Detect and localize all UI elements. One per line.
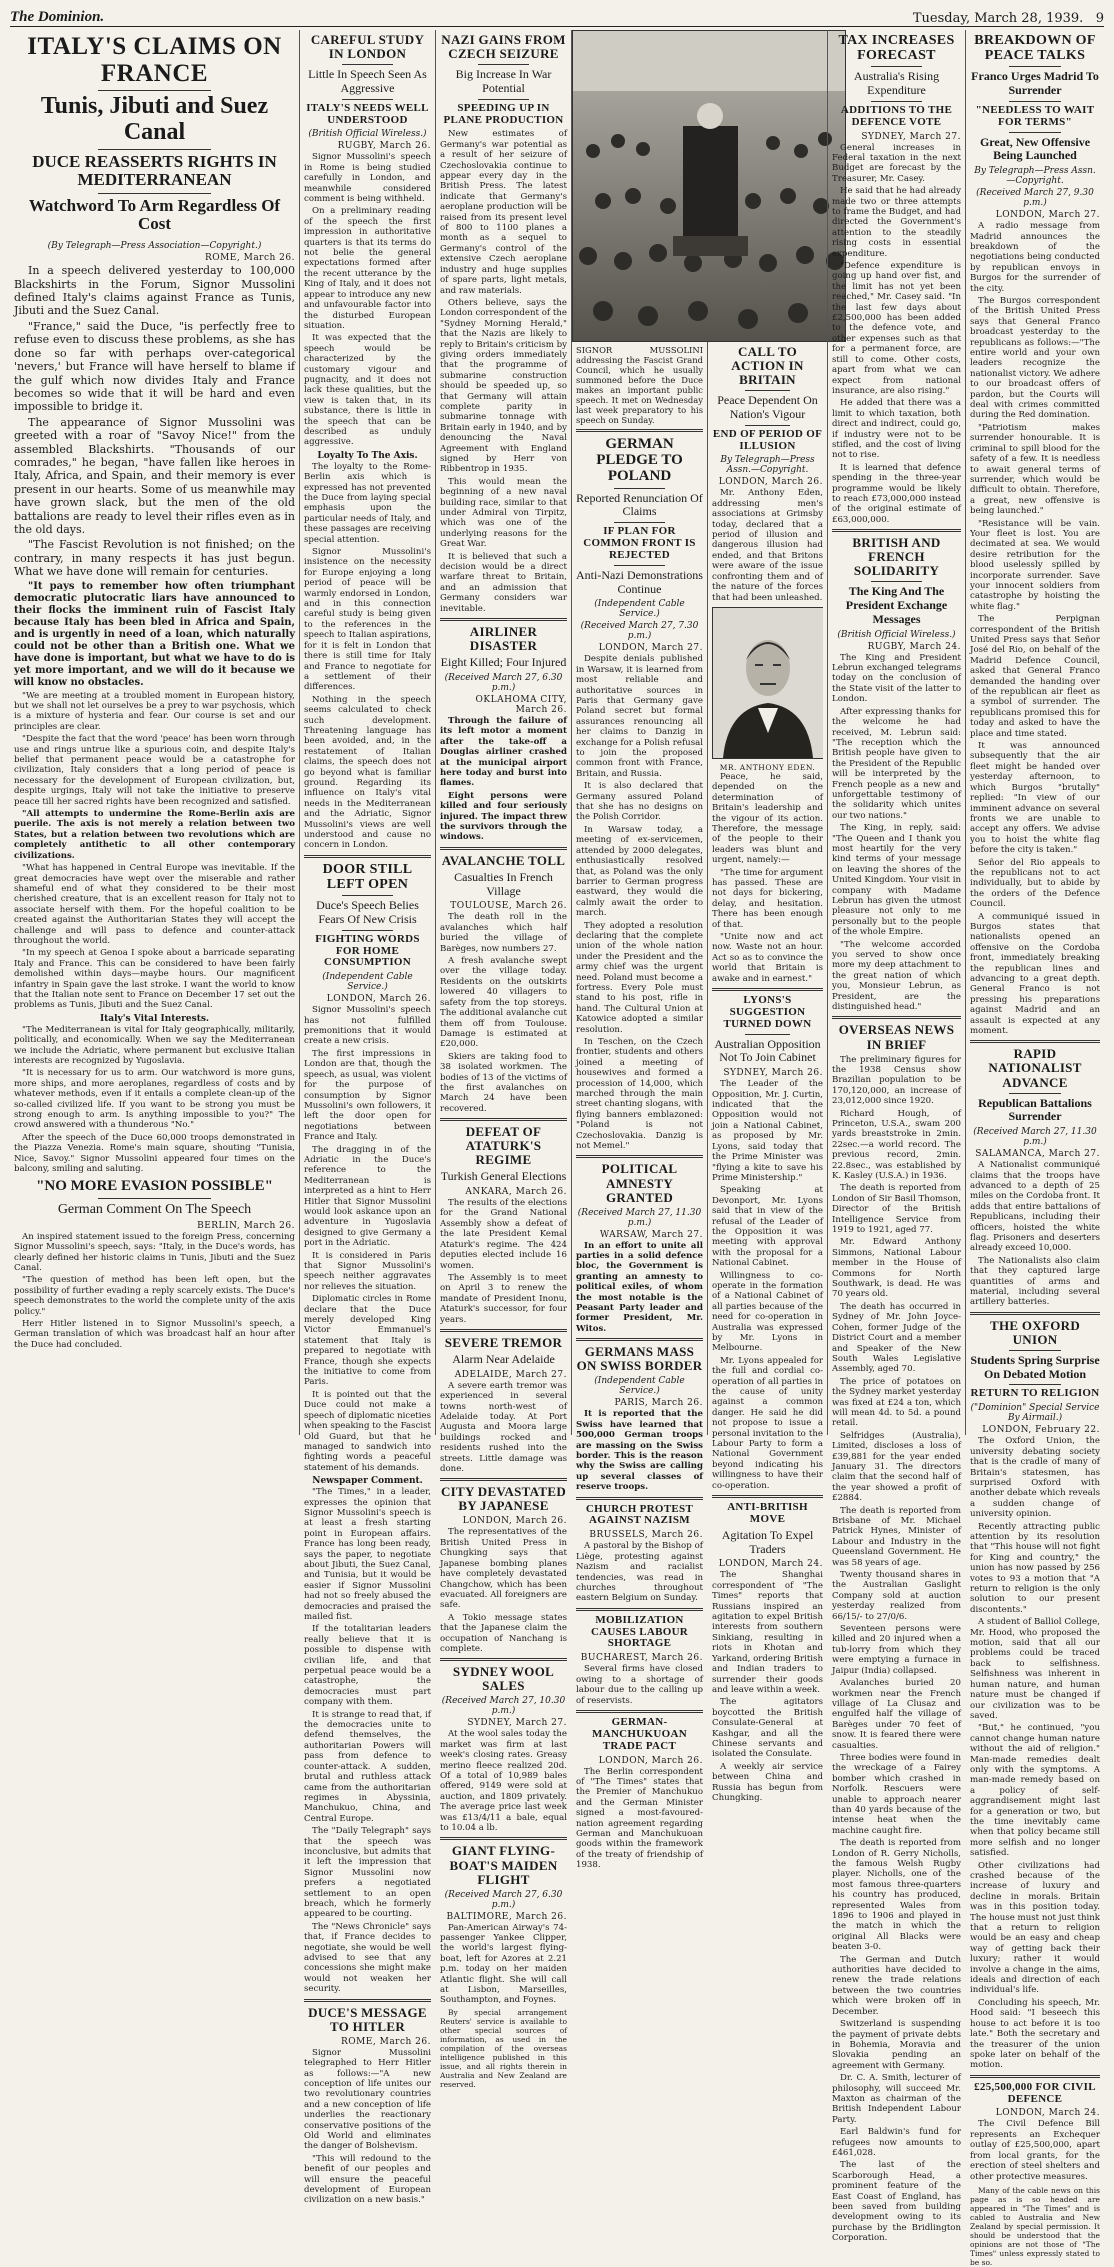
credit: (Received March 27, 6.30 p.m.) [444, 1889, 563, 1910]
paragraph: It is believed that such a decision would be a direct warfare threat to Britain, and an admission that Germany considers war inevitable. [440, 551, 567, 614]
paragraph: Mr. Anthony Eden, addressing men's associations at Grimsby today, declared that a period of illusion and dangerous illusion had ended, and that Britons were aware of the issue confronting them and of the nature of the forces that had been unleashed. [712, 488, 823, 603]
paragraph: A pastoral by the Bishop of Liège, protesting against Nazism and racialist tendencies, was read in churches throughout eastern Belgium on Sunday. [576, 1541, 703, 1604]
article-flying-boat [440, 1844, 567, 2088]
credit: (Independent Cable Service.) [594, 599, 685, 620]
deck: ITALY'S NEEDS WELL UNDERSTOOD [306, 101, 429, 126]
headline: "NO MORE EVASION POSSIBLE" [36, 1178, 273, 1195]
paragraph: Eight persons were killed and four seriously injured. The impact threw the survivors through the windows. [440, 790, 567, 843]
brief-item: Earl Baldwin's fund for refugees now amounts to £461,028. [832, 2127, 961, 2158]
paragraph: "Resistance will be vain. Your fleet is lost. You are decimated at sea. We would desire retribution for the blood uselessly spilled by incorporate surrender. Save your innocent soldiers from catastrophe by hoisting the white flag." [970, 518, 1100, 612]
article-amnesty [576, 1162, 703, 1334]
paragraph: "Defence expenditure is going up hand over fist, and the limit has not yet been reached," Mr. Casey said. "In the last few days about £2,500,000 has been added to the defence vote, and other expenses such as that for a permanent force, are still to come. Other costs, apart from what we can expect from national insurance, are also rising." [832, 261, 961, 396]
headline: SEVERE TREMOR [444, 1334, 563, 1350]
dateline: SYDNEY, March 26. [723, 1068, 823, 1079]
headline: CAREFUL STUDY IN LONDON [310, 32, 425, 62]
headline: DOOR STILL LEFT OPEN [322, 861, 413, 892]
paragraph: He added that there was a limit to which taxation, both direct and indirect, could go, if industry were not to be stifled, and the cost of living not to rise. [832, 398, 961, 461]
headline: BRITISH AND FRENCH SOLIDARITY [852, 535, 941, 579]
dateline: RUGBY, March 24. [867, 641, 961, 652]
paragraph: "Despite the fact that the word 'peace' has been worn through use and rings untrue like a spurious coin, and despite Italy's belief that permanent peace would be a catastrophe for civilization, Italy considers that a long period of peace is necessary for the development of European civilization, but, despite urgings, Italy will not take the initiative to preserve peace till her sacred rights have been recognized and satisfied. [14, 734, 295, 807]
portrait-image [713, 608, 823, 758]
headline: THE OXFORD UNION [989, 1317, 1081, 1347]
paragraph: "Patriotism makes surrender honourable. It is criminal to spill blood for the safety of a few. It is needless to await general terms of surrender, which would be difficult to obtain. Therefore, a great, new offensive is being launched." [970, 422, 1100, 517]
headline: AVALANCHE TOLL [441, 852, 566, 868]
paragraph: A weekly air service between China and Russia has begun from Chungking. [712, 1761, 823, 1803]
brief-item: Selfridges (Australia), Limited, discloses a loss of £39,881 for the year ended January 31. The directors claim that the second half of the year showed a profit of £2884. [832, 1430, 961, 1504]
paragraph: Others believe, says the London correspondent of the "Sydney Morning Herald," that the Nazis are likely to reply to Britain's criticism by giving orders immediately that the programme of submarine construction should be speeded up, so that Germany will attain complete parity in submarine tonnage with Britain early in 1940, and by denouncing the Naval Agreement with England signed by Herr von Ribbentrop in 1935. [440, 297, 568, 475]
deck: Republican Battalions Surrender [978, 1095, 1092, 1124]
deck: German Comment On The Speech [57, 1201, 252, 1217]
deck: Peace Dependent On Nation's Vigour [717, 393, 818, 421]
brief-item: Switzerland is suspending the payment of private debts in Bohemia, Moravia and Slovakia pending an agreement with Germany. [832, 2019, 961, 2071]
paragraph: Señor del Rio appeals to the republicans not to act individually, but to abide by the orders of the Defence Council. [970, 857, 1100, 910]
dateline: LONDON, March 26. [462, 1516, 567, 1527]
paragraph: It was expected that the speech would be characterized by the customary vigour and pugnacity, and it does not lack these qualities, but the view is taken that, in its substance, there is little in the speech that can be described as unduly aggressive. [304, 333, 431, 448]
paragraph: A Tokio message states that the Japanese claim the occupation of Nanchang is complete. [440, 1612, 567, 1654]
dateline: LONDON, March 24. [718, 1559, 823, 1570]
paragraph: The Burgos correspondent of the British United Press says that General Franco broadcast yesterday to the republicans as follows:—"The entire world and your own leaders recognize the nationalist victory. We adhere to our broadcast offers of pardon, but the Courts will deal with crimes committed during the Red domination. [970, 296, 1100, 421]
paragraph: "The Mediterranean is vital for Italy geographically, militarily, politically, and economically. When we say the Mediterranean we include the Adriatic, where permanent but exclusive Italian interests are recognized by Yugoslavia. [14, 1024, 295, 1066]
credit: ("Dominion" Special Service By Airmail.) [970, 1403, 1100, 1424]
headline: NAZI GAINS FROM CZECH SEIZURE [441, 32, 566, 62]
paragraph: Skiers are taking food to 38 isolated workmen. The bodies of 13 of the victims of the first avalanches on March 24 have been recovered. [440, 1051, 567, 1114]
credit: (British Official Wireless.) [837, 629, 956, 640]
paragraph: The death roll in the avalanches which half buried the village of Barèges, now numbers 27. [440, 912, 567, 954]
headline: RAPID NATIONALIST ADVANCE [988, 1046, 1082, 1090]
credit: By Telegraph—Press Assn.—Copyright. [720, 455, 815, 476]
brief-item: Three bodies were found in the wreckage of a Fairey bomber which crashed in Norfolk. Rescuers were unable to approach nearer than 40 yards because of the intense heat when the machine caught fire. [832, 1752, 961, 1836]
credit: (Received March 27, 6.30 p.m.) [444, 672, 563, 693]
paragraph: In an effort to unite all parties in a solid defence bloc, the Government is granting an amnesty to political exiles, of whom the most notable is the Peasant Party leader and former President, Mr. Witos. [576, 1240, 703, 1334]
headline: CALL TO ACTION IN BRITAIN [731, 344, 804, 388]
headline: £25,500,000 FOR CIVIL DEFENCE [974, 2080, 1096, 2105]
paragraph: He said that he had already made two or three attempts to frame the Budget, and had directed the Government's attention to the steadily rising costs in essential expenditure. [832, 186, 961, 259]
paragraph: Signor Mussolini telegraphed to Herr Hitler as follows:—"A new conception of life unites our two revolutionary countries and a new conception of life underlies the reactionary conservative positions of the Old World and eliminates the danger of Bolshevism. [304, 2047, 431, 2152]
paragraph: "But," he continued, "you cannot change human nature without the aid of religion." Man-made remedies dealt only with the symptoms. A man-made remedy based on a policy of self-aggrandisement might last for a generation or two, but the time inevitably came when that policy became still more selfish and no longer satisfied. [970, 1723, 1100, 1859]
paragraph: The Perpignan correspondent of the British United Press says that Señor José del Rio, on behalf of the Madrid Defence Council, asked that General Franco demanded the handing over of the republican air fleet as a symbol of surrender. The republicans promised this for today and asked to have the place and time stated. [970, 614, 1100, 739]
article-mobilization [576, 1615, 703, 1706]
paragraph: In Warsaw today, a meeting of ex-servicemen, attended by 2000 delegates, enthusiastically resolved that, as Poland was the only barrier to German progress eastward, they would die calmly await the order to march. [576, 824, 703, 919]
article-careful-study [304, 33, 431, 851]
paragraph: "This will redound to the benefit of our peoples and will ensure the peaceful development of European civilization on a new basis." [304, 2153, 431, 2206]
paragraph: This would mean the beginning of a new naval building race, similar to that under Admiral von Tirpitz, which was one of the underlying reasons for the Great War. [440, 476, 567, 550]
paragraph: "All attempts to undermine the Rome-Berlin axis are puerile. The axis is not merely a relation between two States, but a relation between two revolutions which are completely antithetic to all other contemporary civilizations. [14, 809, 295, 861]
paragraph: The Nationalists also claim that they captured large quantities of arms and material, including several artillery batteries. [970, 1255, 1100, 1308]
paragraph: It is pointed out that the Duce could not make a speech of diplomatic niceties when speaking to the Fascist Old Guard, but that he managed to sandwich into fighting words a peaceful statement of his demands. [304, 1389, 431, 1473]
column-4 [572, 30, 708, 1871]
paragraph: "The Fascist Revolution is not finished; on the contrary, in many respects it has just begun. What we have done will remain for centuries. [14, 538, 295, 579]
issue-date: Tuesday, March 28, 1939. [912, 11, 1084, 26]
column-6 [828, 30, 966, 2244]
dateline: LONDON, March 26. [598, 1755, 703, 1766]
dateline: SYDNEY, March 27. [467, 1718, 567, 1729]
paragraph: A severe earth tremor was experienced in several towns north-west of Adelaide today. At Port Augusta and Moora large buildings rocked and residents rushed into the streets. Little damage was done. [440, 1380, 567, 1475]
paragraph: Other civilizations had crashed because of the increase of luxury and decline in morals. Britain was in this position today. The house must not just think that a return to religion would be an easy and cheap way of getting back their luxury; rather it would involve a change in the aims, ideals and direction of each individual's life. [970, 1860, 1101, 1996]
masthead [10, 4, 1104, 27]
paragraph: A Nationalist communiqué claims that the troops have advanced to a depth of 25 miles on the Cordoba front. It adds that entire battalions of Republicans, including their officers, hoisted the white flag. Prisoners and deserters already exceed 10,000. [970, 1160, 1100, 1254]
brief-item: Twenty thousand shares in the Australian Gaslight Company sold at auction yesterday realized from 66/15/- to 27/0/6. [832, 1570, 961, 1622]
paragraph: A communiqué issued in Burgos states that nationalists opened an offensive on the Cordoba front, immediately breaking the republican lines and advancing to a great depth. General Franco is not pressing his preparations against Madrid and an assault is expected at any moment. [970, 911, 1100, 1037]
subhead: Italy's Vital Interests. [99, 1013, 210, 1024]
paragraph: The appearance of Signor Mussolini was greeted with a roar of "Savoy Nice!" from the assembled Blackshirts. "Thousands of our comrades," he began, "have fallen like heroes in Italy, Africa, and Spain, and their memory is ever present in our hearts. Some of us meanwhile may have grown slack, but the men of the old battalions are ready to level their rifles even as in the old days. [14, 415, 295, 536]
deck: Casualties In French Village [454, 869, 553, 898]
article-solidarity [832, 536, 961, 1012]
credit: (Received March 27, 11.30 p.m.) [973, 1127, 1097, 1148]
deck: Reported Renunciation Of Claims [576, 490, 703, 519]
paragraph: In Teschen, on the Czech frontier, students and others joined a meeting of housewives and formed a procession of 14,000, which marched through the main street chanting slogans, with flying banners emblazoned: "Poland is not Czechoslovakia. Danzig is not Memel." [576, 1037, 703, 1152]
article-city-devastated [440, 1485, 567, 1654]
article-overseas-brief [832, 1023, 961, 2243]
dateline: SYDNEY, March 27. [861, 131, 961, 142]
dateline: LONDON, March 27. [995, 210, 1100, 221]
brief-item: The last of the Scarborough Head, a prominent feature of the East Coast of England, has been saved from building development owing to its purchase by the Bridlington Corporation. [832, 2160, 961, 2244]
photo-anthony-eden [712, 607, 823, 759]
deck: END OF PERIOD OF ILLUSION [712, 427, 823, 452]
headline: TAX INCREASES FORECAST [838, 33, 955, 64]
footnote: Many of the cable news on this page as is so headed are appeared in "The Times" and is cabled to Australia and New Zealand by special permission. It should be understood that the opinions are not those of "The Times" unless expressly stated to be so. [970, 2185, 1100, 2267]
subhead: Loyalty To The Axis. [317, 450, 418, 461]
deck: Watchword To Arm Regardless Of Cost [28, 195, 281, 233]
article-anti-british [712, 1502, 823, 1803]
paragraph: After the speech of the Duce 60,000 troops demonstrated in the Piazza Venezia. Rome's main square, shouting "Tunisia, Nice, Savoy." Signor Mussolini appeared four times on the balcony, smiling and saluting. [14, 1132, 295, 1175]
brief-item: The death has occurred in Sydney of Mr. John Joyce-Cohen, former Judge of the District Court and a member and Speaker of the New South Wales Legislative Assembly, aged 70. [832, 1301, 961, 1375]
paragraph: "The Times," in a leader, expresses the opinion that Signor Mussolini's speech is at least a fresh starting point in European affairs. France has long been ready, says the paper, to negotiate about Jibuti, the Suez Canal, and Tunisia, but it would be easier if Signor Mussolini had not so freely abused the democracies and praised the mailed fist. [304, 1487, 431, 1622]
deck: Students Spring Surprise On Debated Motion [970, 1352, 1100, 1381]
brief-item: The death is reported from Brisbane of Mr. Michael Patrick Hynes, Minister of Labour and Industry in the Queensland Government. He was 58 years of age. [832, 1505, 961, 1568]
paragraph: "The welcome accorded you served to show once more my deep attachment to the great nation of which you, Monsieur Lebrun, as President, are the distinguished head." [832, 939, 961, 1013]
paragraph: Mr. Lyons appealed for the full and cordial co-operation of all parties in the cause of unity against a common danger. He said he did not propose to issue a personal invitation to the Labour Party to form a National Government beyond indicating his willingness to have their co-operation. [712, 1355, 823, 1491]
paragraph: The results of the elections for the Grand National Assembly show a defeat of the late President Kemal Ataturk's regime. The 424 deputies elected include 16 women. [440, 1198, 567, 1271]
article-italy-claims [14, 33, 295, 1174]
brief-item: The price of potatoes on the Sydney market yesterday was fixed at £24 a ton, which will mean 4d. to 5d. a pound retail. [832, 1376, 961, 1429]
paragraph: The "News Chronicle" says that, if France decides to negotiate, she would be well advised to see that any concessions she might make would not weaken her security. [304, 1921, 431, 1995]
article-duce-message [304, 2006, 431, 2206]
paragraph: The "Daily Telegraph" says that the speech was inconclusive, but admits that it left the impression that Signor Mussolini now prefers a negotiated settlement to an open breach, which he formerly appeared to be courting. [304, 1826, 431, 1920]
paragraph: Diplomatic circles in Rome declare that the Duce merely developed King Victor Emmanuel's statement that Italy is prepared to negotiate with France, though she expects the initiative to come from Paris. [304, 1294, 431, 1388]
article-ataturk [440, 1125, 567, 1325]
deck: Big Increase In War Potential [455, 67, 552, 95]
headline: MOBILIZATION CAUSES LABOUR SHORTAGE [590, 1613, 689, 1650]
brief-item: The death is reported from London of Sir Basil Thomson, Director of the British Intelligence Service from 1919 to 1921, aged 77. [832, 1183, 961, 1236]
credit: (Independent Cable Service.) [594, 1376, 685, 1397]
article-tax-increases [832, 33, 961, 525]
dateline: OKLAHOMA CITY, March 26. [475, 694, 567, 715]
deck: Agitation To Expel Traders [721, 1527, 814, 1556]
credit: (By Telegraph—Press Association—Copyright.) [47, 241, 262, 252]
paragraph: General increases in Federal taxation in the next Budget are forecast by the Treasurer, Mr. Casey. [832, 142, 961, 184]
paragraph: Herr Hitler listened in to Signor Mussolini's speech, a German translation of which was broadcast half an hour after the Duce had concluded. [14, 1319, 295, 1350]
headline: LYONS'S SUGGESTION TURNED DOWN [723, 994, 812, 1030]
paragraph: "The question of method has been left open, but the possibility of further evading a reply scarcely exists. The Duce's speech demonstrates to the world the complete unity of the axis policy." [14, 1275, 295, 1317]
headline: GERMAN-MANCHUKUOAN TRADE PACT [592, 1715, 687, 1752]
dateline: ADELAIDE, March 27. [454, 1369, 567, 1380]
paragraph: "In my speech at Genoa I spoke about a barricade separating Italy and France. This can be considered to have been fairly demolished within days—maybe hours. Our magnificent infantry in Spain gave the last stroke. I want the world to know that the Italian note sent to France on December 17 set out the problems as Tunis, Jibuti and the Suez Canal. [14, 948, 295, 1011]
paragraph: Nothing in the speech seems calculated to check such development. Threatening language has been avoided, and, in the restatement of Italian claims, the speech does not go beyond what is familiar ground. Regarding its influence on Italy's vital needs in the Mediterranean and the Adriatic, Signor Mussolini's views are well understood and cause no concern in London. [304, 694, 431, 851]
paragraph: Speaking at Devonport, Mr. Lyons said that in view of the refusal of the Leader of the Opposition it was meeting with approval with the proposal for a National Cabinet. [712, 1185, 823, 1269]
deck: Franco Urges Madrid To Surrender [971, 69, 1099, 98]
deck: Great, New Offensive Being Launched [979, 134, 1091, 163]
paragraph: Peace, he said, depended on the determination of Britain's leadership and the vigour of its action. Therefore, the message of the people to their leaders was blunt and urgent, namely:— [712, 771, 823, 866]
paragraph: It is learned that defence spending in the three-year programme would be likely to reach £73,000,000 instead of the original estimate of £63,000,000. [832, 462, 961, 525]
credit: (Received March 27, 10.30 p.m.) [441, 1696, 566, 1717]
dateline: BALTIMORE, March 26. [446, 1911, 567, 1922]
article-tremor [440, 1336, 567, 1474]
deck: Tunis, Jibuti and Suez Canal [40, 93, 269, 145]
paragraph: On a preliminary reading of the speech the first impression in authoritative quarters is that its terms do not belie the general expectations formed after the recent utterance by the King of Italy, and it does not appear to introduce any new and unfavourable factor into the disturbed European situation. [304, 206, 431, 331]
paragraph: The representatives of the British United Press in Chungking says that Japanese bombing planes have completely devastated Changchow, which has been evacuated. All foreigners are safe. [440, 1527, 567, 1611]
paragraph: Recently attracting public attention by its resolution that "This house will not fight for King and country," the union has now passed by 256 votes to 93 a motion that "A return to religion is the only solution to our present discontents." [970, 1521, 1100, 1615]
deck: Little In Speech Seen As Aggressive [308, 67, 427, 95]
article-call-to-action [712, 345, 823, 984]
article-church-protest [576, 1504, 703, 1604]
dateline: BERLIN, March 26. [197, 1220, 295, 1231]
paragraph: Willingness to co-operate in the formation of a National Cabinet of all parties because of the need for co-operation in Australia was expressed by Mr. Lyons in Melbourne. [712, 1270, 823, 1354]
credit: (Independent Cable Service.) [322, 972, 413, 993]
paragraph: An inspired statement issued to the foreign Press, concerning Signor Mussolini's speech, says: "Italy, in the Duce's words, has clearly defined her historic claims in Tunis, Jibuti and the Suez Canal. [14, 1231, 295, 1273]
dateline: LONDON, February 22. [982, 1425, 1100, 1436]
brief-item: The German and Dutch authorities have decided to renew the trade relations between the two countries which were broken off in December. [832, 1954, 961, 2017]
column-1 [10, 30, 300, 1435]
paragraph: "We are meeting at a troubled moment in European history, but we shall not let ourselves be a prey to war psychosis, which is a mixture of hysteria and fear. Our course is set and our principles are clear. [14, 690, 295, 732]
paragraph: Pan-American Airway's 74-passenger Yankee Clipper, the world's largest flying-boat, left for Azores at 2.21 p.m. today on her maiden Atlantic flight. She will call at Lisbon, Marseilles, Southampton, and Foynes. [440, 1922, 567, 2006]
article-german-pledge [576, 436, 703, 1151]
paragraph: "It pays to remember how often triumphant democratic plutocratic liars have announced to their flocks the imminent ruin of Fascist Italy because Italy has been bled in Africa and Spain, and is urgently in need of a loan, which naturally could not be other than a British one. What we have done is important, but what we have to do is yet more important, and we will do it because we will know no obstacles. [14, 580, 295, 688]
deck: IF PLAN FOR COMMON FRONT IS REJECTED [583, 525, 696, 561]
headline: SYDNEY WOOL SALES [452, 1664, 555, 1694]
article-no-more-evasion [14, 1178, 295, 1350]
brief-item: Dr. C. A. Smith, lecturer of philosophy, will succeed Mr. Maxton as chairman of the British Independent Labour Party. [832, 2073, 961, 2125]
deck: "NEEDLESS TO WAIT FOR TERMS" [975, 103, 1095, 128]
headline: CITY DEVASTATED BY JAPANESE [440, 1484, 567, 1514]
paragraph: "France," said the Duce, "is perfectly free to refuse even to discuss these problems, as she has done so far with perhaps over-categorical 'nevers,' but France will have herself to blame if the gulf which now divides Italy and France becomes so wide that it will be hard and even impossible to bridge it. [14, 319, 295, 414]
headline: BREAKDOWN OF PEACE TALKS [974, 33, 1096, 64]
paragraph: The King and President Lebrun exchanged telegrams today on the conclusion of the State visit of the latter to London. [832, 652, 961, 705]
dateline: LONDON, March 26. [326, 994, 431, 1005]
headline: POLITICAL AMNESTY GRANTED [601, 1161, 678, 1205]
paragraph: The Shanghai correspondent of "The Times" reports that Russians inspired an agitation to expel British interests from southern Sinkiang, resulting in riots in Khotan and Yarkand, ordering British and Indian traders to surrender their goods and leave within a week. [712, 1570, 823, 1695]
dateline: WARSAW, March 27. [599, 1229, 703, 1240]
deck: Australian Opposition Not To Join Cabinet [714, 1036, 821, 1065]
paragraph: In a speech delivered yesterday to 100,000 Blackshirts in the Forum, Signor Mussolini defined Italy's claims against France as Tunis, Jibuti and the Suez Canal. [14, 264, 295, 318]
article-nationalist-advance [970, 1047, 1100, 1307]
headline: DUCE'S MESSAGE TO HITLER [308, 2004, 427, 2034]
paragraph: A fresh avalanche swept over the village today. Residents on the outskirts lowered 40 villagers to safety from the top storeys. The additional avalanche cut them off from Toulouse. Damage is estimated at £20,000. [440, 956, 567, 1050]
credit: By Telegraph—Press Assn.—Copyright. [974, 166, 1096, 187]
page-number: 9 [1095, 11, 1104, 26]
headline: DEFEAT OF ATATURK'S REGIME [465, 1124, 542, 1168]
paragraph: After expressing thanks for the welcome he had received, M. Lebrun said: "The reception which the British people have given to the President of the Republic will be interpreted by the French people as a new and unforgettable testimony of the solidarity which unites our two nations." [832, 706, 961, 821]
dateline: ROME, March 26. [204, 253, 295, 264]
article-airliner [440, 625, 567, 843]
brief-item: Seventeen persons were killed and 20 injured when a tub-lorry from which they were emptying a furnace in Jaipur (India) collapsed. [832, 1624, 961, 1676]
paragraph: "Unite now and act now. Waste not an hour. Act so as to convince the world that Britain is awake and in earnest." [712, 932, 823, 984]
credit: (Received March 27, 7.30 p.m.) [580, 621, 699, 642]
paragraph: Through the failure of its left motor a moment after the take-off a Douglas airliner crashed at the municipal airport here today and burst into flames. [440, 715, 567, 789]
paragraph: "It is necessary for us to arm. Our watchword is more guns, more ships, and more aeroplanes, regardless of costs and by whatever methods, even if it entails a complete clean-up of the so-called civilized life. If you want to be strong you must be strong enough to arm. Is anything impossible to you?" The crowd answered with a thunderous "No." [14, 1068, 295, 1131]
column-2 [300, 30, 436, 2206]
headline: ANTI-BRITISH MOVE [727, 1501, 808, 1525]
dateline: RUGBY, March 26. [337, 141, 431, 152]
paragraph: The loyalty to the Rome-Berlin axis which is expressed has not prevented the Duce from laying special emphasis upon the particular needs of Italy, and these passages are receiving special attention. [304, 461, 431, 545]
paragraph: By special arrangement Reuters' service is available to other special sources of information, as used in the compilation of the overseas intelligence published in this issue, and all rights therein in Australia and New Zealand are reserved. [440, 2007, 567, 2089]
paragraph: If the totalitarian leaders really believe that it is possible to dispense with civilian life, and that perpetual peace would be a catastrophe, the democracies must part company with them. [304, 1624, 431, 1708]
headline: OVERSEAS NEWS IN BRIEF [838, 1022, 955, 1052]
deck: Eight Killed; Four Injured [440, 655, 567, 670]
headline: ITALY'S CLAIMS ON FRANCE [27, 33, 282, 87]
deck: ADDITIONS TO THE DEFENCE VOTE [840, 103, 953, 128]
deck: Australia's Rising Expenditure [853, 69, 940, 98]
deck: RETURN TO RELIGION [970, 1387, 1100, 1400]
article-peace-talks [970, 33, 1100, 1036]
brief-item: The death is reported from London of R. Gerry Nicholls, the famous Welsh Rugby player. Nicholls, one of the most famous three-quarters his country has produced, represented Wales from 1896 to 1906 and played in the match in which the original All Blacks were beaten 3-0. [832, 1838, 961, 1953]
paragraph: They adopted a resolution declaring that the complete union of the whole nation under the President and the army chief was the urgent need. Poland must become a fortress. Every Pole must stand to his post, rifle in hand. The Cultural Union at Katowice adopted a similar resolution. [576, 920, 703, 1035]
paragraph: Several firms have closed owing to a shortage of labour due to the calling up of reservists. [576, 1664, 703, 1706]
paragraph: Signor Mussolini's speech has not fulfilled premonitions that it would create a new crisis. [304, 1005, 431, 1047]
column-5 [708, 30, 828, 1803]
dateline: PARIS, March 26. [614, 1398, 703, 1409]
dateline: LONDON, March 26. [718, 477, 823, 488]
article-nazi-gains [440, 33, 567, 614]
brief-item: Richard Hough, of Princeton, U.S.A., swam 200 yards breaststroke in 2min. 22sec.—a world record. The previous record, 2min. 22.8sec., was established by K. Kasley (U.S.A.) in 1936. [832, 1108, 961, 1182]
article-trade-pact [576, 1717, 703, 1871]
dateline: ROME, March 26. [340, 2036, 431, 2047]
paragraph: The first impressions in London are that, though the speech, as usual, was violent for the purpose of consumption by Signor Mussolini's own followers, it left the door open for negotiations between France and Italy. [304, 1048, 431, 1143]
credit: (Received March 27, 9.30 p.m.) [976, 188, 1094, 209]
brief-item: Avalanches buried 20 workmen near the French village of La Clusaz and engulfed half the village of Barèges under 70 feet of snow. It is feared there were casualties. [832, 1678, 961, 1751]
deck: Alarm Near Adelaide [452, 1351, 555, 1366]
dateline: BUCHAREST, March 26. [580, 1653, 703, 1664]
article-wool-sales [440, 1665, 567, 1833]
paragraph: A radio message from Madrid announces the breakdown of the negotiations being conducted by republican envoys in Burgos for the surrender of the city. [970, 221, 1100, 294]
paragraph: It is reported that the Swiss have learned that 500,000 German troops are massing on the Swiss border. This is the reason why the Swiss are calling up several classes of reserve troops. [576, 1409, 703, 1493]
dateline: LONDON, March 24. [995, 2108, 1100, 2119]
paragraph: The King, in reply, said: "The Queen and I thank you most heartily for the very kind terms of your message on leaving the shores of the United Kingdom. Your visit in company with Madame Lebrun has given the utmost pleasure not only to me personally but to the people of the whole Empire. [832, 823, 961, 938]
paragraph: The Leader of the Opposition, Mr. J. Curtin, indicated that the Opposition would not join a National Cabinet, as proposed by Mr. Lyons, said today that the Prime Minister was "flying a kite to save his Prime Ministership." [712, 1079, 823, 1183]
credit: (Received March 27, 11.30 p.m.) [577, 1207, 702, 1228]
page-columns [10, 30, 1104, 2267]
paragraph: The Oxford Union, the university debating society that is the cradle of many of Britain's statesmen, has surprised Oxford with another debate which reveals a sudden change of university opinion. [970, 1436, 1100, 1520]
article-avalanche [440, 854, 567, 1114]
dateline: ANKARA, March 26. [465, 1187, 567, 1198]
article-swiss-border [576, 1345, 703, 1492]
photo-caption: MR. ANTHONY EDEN. [719, 762, 816, 772]
paragraph: New estimates of Germany's war potential as a result of her seizure of Czechoslovakia continue to appear every day in the British Press. The latest indicate that Germany's aeroplane production will be raised from its present level of 800 to 1100 planes a month as a sequel to Germany's control of the extensive Czech aeroplane industry and huge supplies of spare parts, light metals, and raw materials. [440, 129, 567, 296]
dateline: BRUSSELS, March 26. [589, 1530, 703, 1541]
paragraph: Concluding his speech, Mr. Hood said: "I beseech this house to act before it is too late." Both the secretary and the treasurer of the union spoke later on behalf of the motion. [970, 1997, 1100, 2071]
headline: GIANT FLYING-BOAT'S MAIDEN FLIGHT [449, 1843, 558, 1887]
deck: Anti-Nazi Demonstrations Continue [576, 567, 703, 596]
paragraph: The agitators boycotted the British Consulate-General at Kashgar, and all the Chinese servants and isolated the Consulate. [712, 1697, 823, 1760]
headline: CHURCH PROTEST AGAINST NAZISM [585, 1502, 694, 1527]
newspaper-name: The Dominion. [10, 9, 105, 25]
paragraph: "The time for argument has passed. These are not days for bickering, delay, and hesitation. There has been enough of that. [712, 867, 823, 930]
paragraph: Signor Mussolini's speech in Rome is being studied carefully in London, and meanwhile considered comment is being withheld. [304, 152, 431, 205]
paragraph: The Berlin correspondent of "The Times" states that the Premier of Manchukuo and the German Minister signed a most-favoured-nation agreement regarding German and Manchukuoan goods within the framework of the treaty of friendship of 1938. [576, 1766, 703, 1871]
column-7 [966, 30, 1104, 2267]
article-oxford-union [970, 1319, 1100, 2071]
article-civil-defence [970, 2082, 1100, 2267]
paragraph: Despite denials published in Warsaw, it is learned from most reliable and authoritative sources in Paris that Germany gave Poland secret but formal assurances renouncing all her claims to Danzig in exchange for a Polish refusal to join the proposed common front with France, Britain, and Russia. [576, 654, 703, 779]
paragraph: The dragging in of the Adriatic in the Duce's reference to the Mediterranean is interpreted as a hint to Herr Hitler that Signor Mussolini would look askance upon an adventure in Yugoslavia designed to give Germany a port in the Adriatic. [304, 1144, 431, 1249]
headline: GERMAN PLEDGE TO POLAND [596, 436, 683, 485]
paragraph: At the wool sales today the market was firm at last week's closing rates. Greasy merino fleece realized 20d. Of a total of 10,989 bales offered, 9149 were sold at auction, and 1809 privately. The average price last week was £13/4/11 a bale, equal to 10.04 a lb. [440, 1729, 567, 1834]
deck: Duce's Speech Belies Fears Of New Crisis [316, 898, 419, 926]
paragraph: The Assembly is to meet on April 3 to renew the mandate of President Inonu, Ataturk's successor, for four years. [440, 1272, 567, 1325]
photo-caption: SIGNOR MUSSOLINI addressing the Fascist Grand Council, which he usually summoned before the Duce makes an important public speech. It met on Wednesday last week preparatory to his speech on Sunday. [576, 345, 703, 425]
paragraph: A student of Balliol College, Mr. Hood, who proposed the motion, said that all our problems could be traced back to selfishness. Selfishness was inherent in human nature, and human nature must be changed if our civilization was to be saved. [970, 1617, 1100, 1721]
deck: SPEEDING UP IN PLANE PRODUCTION [443, 101, 564, 126]
dateline: TOULOUSE, March 26. [450, 901, 567, 912]
paragraph: The Civil Defence Bill represents an Exchequer outlay of £25,500,000, apart from local grants, for the erection of steel shelters and other protective measures. [970, 2119, 1100, 2182]
paragraph: It is strange to read that, if the democracies unite to defend themselves, the authoritarian Powers will pass from defence to counter-attack. A sudden, brutal and ruthless attack came from the authoritarian regimes in Abyssinia, Manchukuo, China, and Central Europe. [304, 1709, 431, 1824]
paragraph: Signor Mussolini's insistence on the necessity for Europe enjoying a long period of peace will be warmly endorsed in London, and in this connection careful study is being given to the references in the speech to Italian aspirations, for it is felt in London that there is still time for Italy and France to negotiate for a settlement of their differences. [304, 547, 431, 693]
deck: FIGHTING WORDS FOR HOME CONSUMPTION [315, 932, 420, 969]
dateline: SALAMANCA, March 27. [975, 1149, 1100, 1160]
subhead: Newspaper Comment. [312, 1476, 423, 1487]
credit: (British Official Wireless.) [308, 129, 427, 140]
article-door-still-open [304, 862, 431, 1995]
paragraph: "What has happened in Central Europe was inevitable. If the great democracies have wept over the miserable and rather shameful end of what they considered to be their most cherished creature, that is an excellent reason for Italy not to associate herself with them. For the hopeful coalition to be created against the Authoritarian States they will accept the challenge and will pass to defence and counter-attack throughout the world. [14, 863, 295, 946]
paragraph: It is considered in Paris that Signor Mussolini's speech neither aggravates nor relieves the situation. [304, 1250, 431, 1292]
brief-item: Mr. Edward Anthony Simmons, National Labour member in the House of Commons for North Southwark, is dead. He was 70 years old. [832, 1237, 961, 1300]
headline: GERMANS MASS ON SWISS BORDER [576, 1344, 703, 1374]
article-lyons-suggestion [712, 995, 823, 1491]
column-3 [436, 30, 572, 2089]
paragraph: It is also declared that Germany assured Poland that she has no designs on the Polish Corridor. [576, 781, 703, 823]
deck: DUCE REASSERTS RIGHTS IN MEDITERRANEAN [32, 151, 277, 190]
dateline: LONDON, March 27. [598, 643, 703, 654]
paragraph: It was announced subsequently that the air fleet might be handed over yesterday afternoon, to which Burgos "brutally" replied: "In view of our imminent advance on several fronts we are unable to accept any offers. We advise you to hoist the white flag before the city is taken." [970, 741, 1100, 856]
brief-item: The preliminary figures for the 1938 Census show Brazilian population to be 170,120,000, an increase of 23,012,000 since 1920. [832, 1054, 961, 1107]
deck: Turkish General Elections [440, 1169, 567, 1184]
deck: The King And The President Exchange Messages [845, 584, 948, 626]
headline: AIRLINER DISASTER [469, 624, 538, 654]
